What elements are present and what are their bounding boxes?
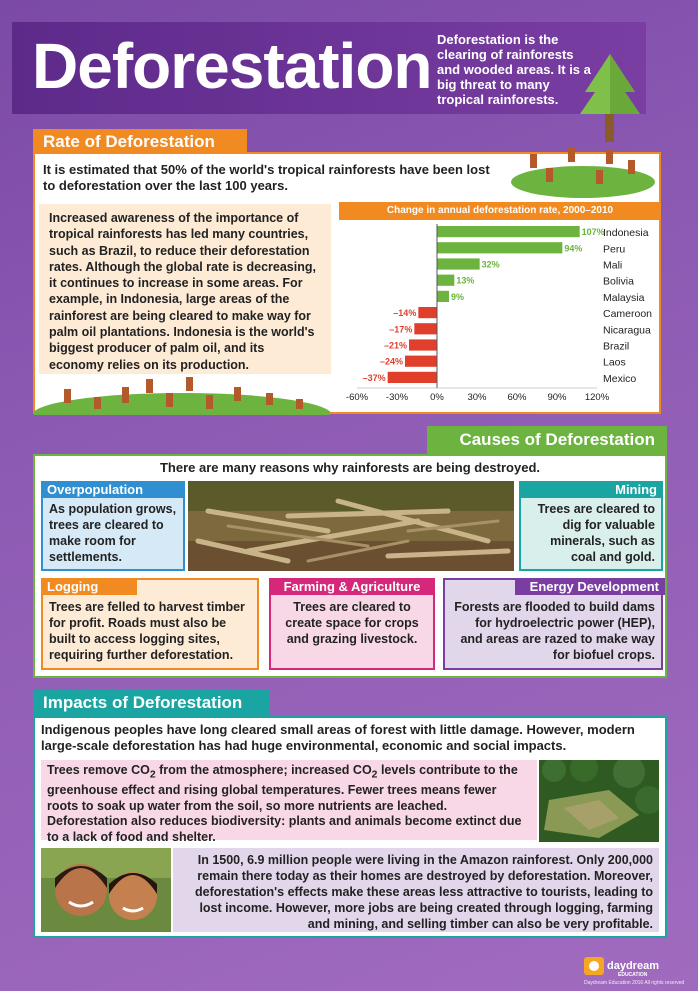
overpopulation-label: Overpopulation [41, 481, 185, 498]
category-label-nicaragua: Nicaragua [603, 324, 651, 337]
tab-rate-of-deforestation: Rate of Deforestation [33, 129, 247, 155]
category-label-cameroon: Cameroon [603, 308, 653, 321]
copyright-text: Daydream Education 2016 All rights reserved [584, 980, 685, 986]
value-label-nicaragua: –17% [389, 324, 413, 335]
energy-box [443, 578, 663, 670]
daydream-logo[interactable] [584, 955, 664, 979]
category-label-bolivia: Bolivia [603, 275, 634, 288]
overpopulation-text: As population grows, trees are cleared to make room for settlements. [49, 502, 177, 564]
category-label-malaysia: Malaysia [603, 291, 645, 304]
mining-label: Mining [519, 481, 663, 498]
value-label-mali: 32% [481, 259, 500, 270]
rate-body: Increased awareness of the importance of tropical rainforests has led many countries, such as Brazil, to reduce their deforestation rates. Although the global rate is decreasing, it continues to increase in some areas. For example, in Indonesia, large areas of the rainforest are being cleared to make way for palm oil plantations. Indonesia is the world's biggest producer of palm oil, and its economy relies on its production. [39, 204, 331, 374]
mining-box [519, 481, 663, 571]
category-label-mexico: Mexico [603, 372, 637, 385]
category-label-peru: Peru [603, 243, 626, 256]
farming-box [269, 578, 435, 670]
logging-label: Logging [41, 578, 137, 595]
energy-text: Forests are flooded to build dams for hydroelectric power (HEP), and areas are razed to make way for biofuel crops. [454, 600, 655, 662]
bar-mexico [388, 372, 437, 383]
farming-label: Farming & Agriculture [269, 578, 435, 595]
bar-malaysia [437, 291, 449, 302]
farming-text: Trees are cleared to create space for crops and grazing livestock. [285, 600, 419, 646]
co2-subscript-2: 2 [371, 769, 378, 781]
co2-subscript-1: 2 [149, 769, 156, 781]
logging-box [41, 578, 259, 670]
causes-section [33, 454, 667, 678]
env-text-part-c: levels contribute to the greenhouse effect and rising global temperatures. Fewer trees means fewer roots to soak up water from the soil, so more nutrients are leached. Deforestation also reduces biodiversity: plants and animals become extinct due to a lack of food and shelter. [47, 763, 522, 844]
causes-intro: There are many reasons why rainforests are being destroyed. [159, 460, 541, 475]
value-label-malaysia: 9% [451, 291, 465, 302]
logging-text: Trees are felled to harvest timber for profit. Roads must also be built to access logging sites, requiring further deforestation. [49, 600, 245, 662]
x-tick-label: 60% [507, 392, 527, 402]
value-label-brazil: –21% [383, 340, 407, 351]
stumps-island-bottom [34, 375, 330, 415]
deforestation-chart [339, 202, 661, 402]
mining-text: Trees are cleared to dig for valuable minerals, such as coal and gold. [537, 502, 655, 564]
overpopulation-box [41, 481, 185, 571]
energy-label: Energy Development [515, 578, 665, 595]
category-label-mali: Mali [603, 259, 623, 272]
value-label-indonesia: 107% [581, 227, 605, 238]
bar-peru [437, 242, 562, 253]
category-label-laos: Laos [603, 356, 626, 369]
social-economic-impacts-box: In 1500, 6.9 million people were living in the Amazon rainforest. Only 200,000 remain there today as their homes are destroyed by deforestation. Moreover, deforestation's effects make these areas less attractive to tourists, leading to lost income. However, more jobs are being created through logging, farming and mining, and selling timber can also be very profitable. [173, 848, 659, 932]
x-tick-label: 30% [467, 392, 487, 402]
chart-title: Change in annual deforestation rate, 2000–2010 [339, 202, 661, 220]
bar-indonesia [437, 226, 580, 237]
value-label-mexico: –37% [362, 372, 386, 383]
impacts-intro: Indigenous peoples have long cleared small areas of forest with little damage. However, modern large-scale deforestation has had huge environmental, economic and social impacts. [41, 722, 635, 753]
bar-bolivia [437, 275, 454, 286]
aerial-deforestation-photo [539, 760, 659, 842]
env-text-part-b: from the atmosphere; increased CO [155, 763, 372, 777]
value-label-laos: –24% [379, 356, 403, 367]
bar-brazil [409, 339, 437, 350]
indigenous-children-photo [41, 848, 171, 932]
bar-cameroon [418, 307, 437, 318]
bar-nicaragua [414, 323, 437, 334]
x-tick-label: -30% [385, 392, 409, 402]
header-banner [12, 22, 646, 114]
rate-intro: It is estimated that 50% of the world's tropical rainforests have been lost to deforestation over the last 100 years. [43, 162, 490, 193]
value-label-peru: 94% [564, 243, 583, 254]
x-tick-label: 90% [547, 392, 567, 402]
tab-impacts-of-deforestation: Impacts of Deforestation [33, 690, 269, 716]
x-tick-label: 0% [430, 392, 444, 402]
header-description: Deforestation is the clearing of rainforests and wooded areas. It is a big threat to many tropical rainforests. [437, 32, 591, 107]
impacts-section [33, 716, 667, 938]
value-label-cameroon: –14% [393, 308, 417, 319]
value-label-bolivia: 13% [456, 275, 475, 286]
tab-causes-of-deforestation: Causes of Deforestation [427, 426, 667, 454]
logo-wordmark: daydream [607, 960, 659, 972]
x-tick-label: 120% [584, 392, 610, 402]
bar-mali [437, 258, 480, 269]
chart-plot [339, 220, 661, 402]
category-label-brazil: Brazil [603, 340, 630, 353]
stumps-island-top [508, 140, 658, 200]
tree-illustration [575, 52, 645, 142]
environmental-impacts-box [41, 760, 537, 844]
logo-subtext: EDUCATION [618, 972, 648, 978]
env-text-part-a: Trees remove CO [47, 763, 150, 777]
category-label-indonesia: Indonesia [603, 227, 649, 240]
bar-laos [405, 356, 437, 367]
felled-logs-photo [188, 481, 514, 571]
page-title: Deforestation [32, 30, 432, 102]
x-tick-label: -60% [345, 392, 369, 402]
